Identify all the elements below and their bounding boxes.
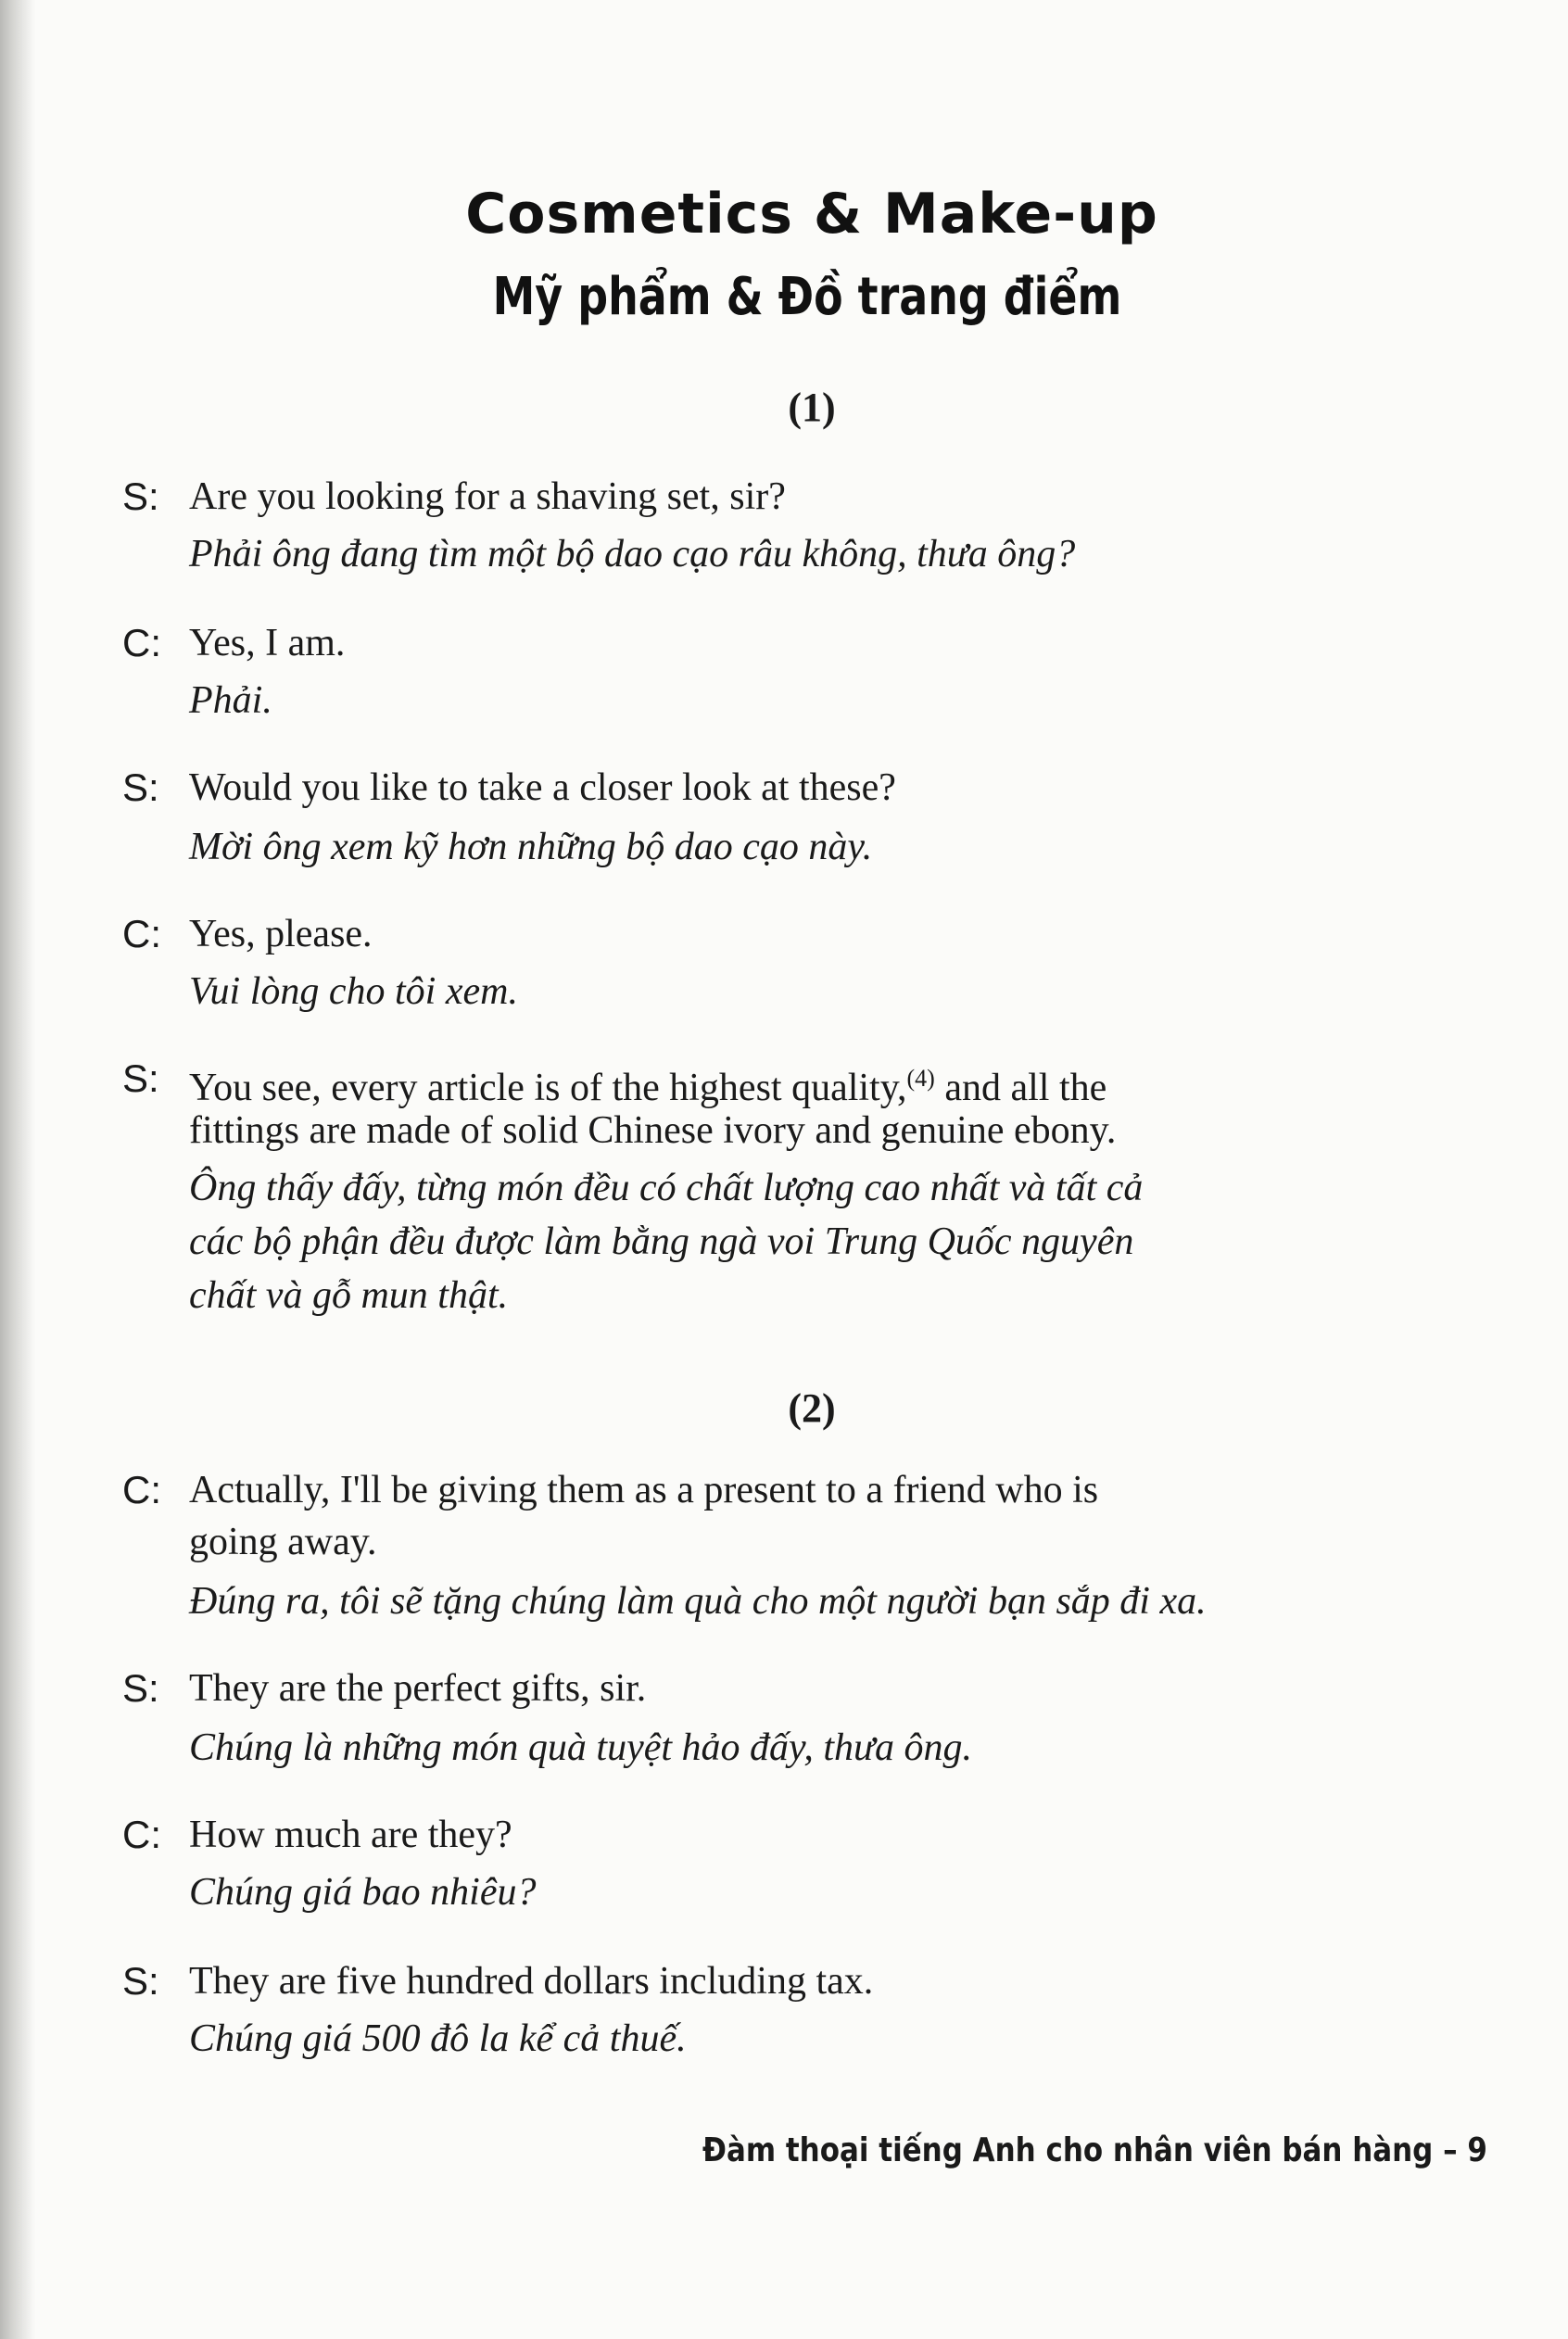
page-title-english: Cosmetics & Make-up: [465, 182, 1158, 247]
dialogue-vietnamese: Chúng giá 500 đô la kể cả thuế.: [189, 2017, 687, 2060]
speaker-label: C:: [122, 912, 161, 955]
page-title-vietnamese: Mỹ phẩm & Đồ trang điểm: [492, 267, 1122, 327]
dialogue-vietnamese: Đúng ra, tôi sẽ tặng chúng làm quà cho một người bạn sắp đi xa.: [189, 1580, 1207, 1623]
dialogue-vietnamese: các bộ phận đều được làm bằng ngà voi Trung Quốc nguyên: [189, 1220, 1134, 1263]
dialogue-english: Would you like to take a closer look at these?: [189, 766, 896, 809]
dialogue-vietnamese: Phải ông đang tìm một bộ dao cạo râu không, thưa ông?: [189, 533, 1076, 575]
dialogue-vietnamese: Chúng là những món quà tuyệt hảo đấy, thưa ông.: [189, 1726, 972, 1769]
speaker-label: S:: [122, 1959, 159, 2003]
dialogue-english: fittings are made of solid Chinese ivory and genuine ebony.: [189, 1109, 1117, 1152]
speaker-label: C:: [122, 1468, 161, 1511]
dialogue-vietnamese: Phải.: [189, 679, 272, 722]
speaker-label: S:: [122, 1056, 159, 1100]
dialogue-vietnamese: Ông thấy đấy, từng món đều có chất lượng cao nhất và tất cả: [189, 1167, 1144, 1209]
speaker-label: S:: [122, 474, 159, 518]
dialogue-english-part: and all the: [934, 1067, 1107, 1109]
page-footer: Đàm thoại tiếng Anh cho nhân viên bán hàng – 9: [702, 2131, 1487, 2169]
dialogue-vietnamese: Mời ông xem kỹ hơn những bộ dao cạo này.: [189, 826, 873, 868]
dialogue-english-part: You see, every article is of the highest quality,: [189, 1067, 907, 1109]
speaker-label: C:: [122, 1813, 161, 1856]
dialogue-english: They are the perfect gifts, sir.: [189, 1667, 647, 1710]
section-number-1: (1): [788, 385, 836, 430]
speaker-label: S:: [122, 765, 159, 809]
dialogue-english: Are you looking for a shaving set, sir?: [189, 475, 786, 518]
speaker-label: S:: [122, 1666, 159, 1710]
dialogue-english: How much are they?: [189, 1814, 512, 1856]
section-number-2: (2): [788, 1385, 836, 1431]
footnote-marker: (4): [906, 1065, 935, 1092]
dialogue-vietnamese: Chúng giá bao nhiêu?: [189, 1871, 537, 1914]
book-binding-shadow: [0, 0, 35, 2339]
dialogue-vietnamese: chất và gỗ mun thật.: [189, 1274, 509, 1317]
dialogue-english: going away.: [189, 1521, 377, 1563]
dialogue-english: Yes, please.: [189, 913, 373, 955]
dialogue-english: Yes, I am.: [189, 622, 346, 664]
dialogue-vietnamese: Vui lòng cho tôi xem.: [189, 970, 518, 1013]
dialogue-english: Actually, I'll be giving them as a present to a friend who is: [189, 1469, 1099, 1511]
dialogue-english: They are five hundred dollars including tax.: [189, 1960, 874, 2003]
speaker-label: C:: [122, 621, 161, 664]
